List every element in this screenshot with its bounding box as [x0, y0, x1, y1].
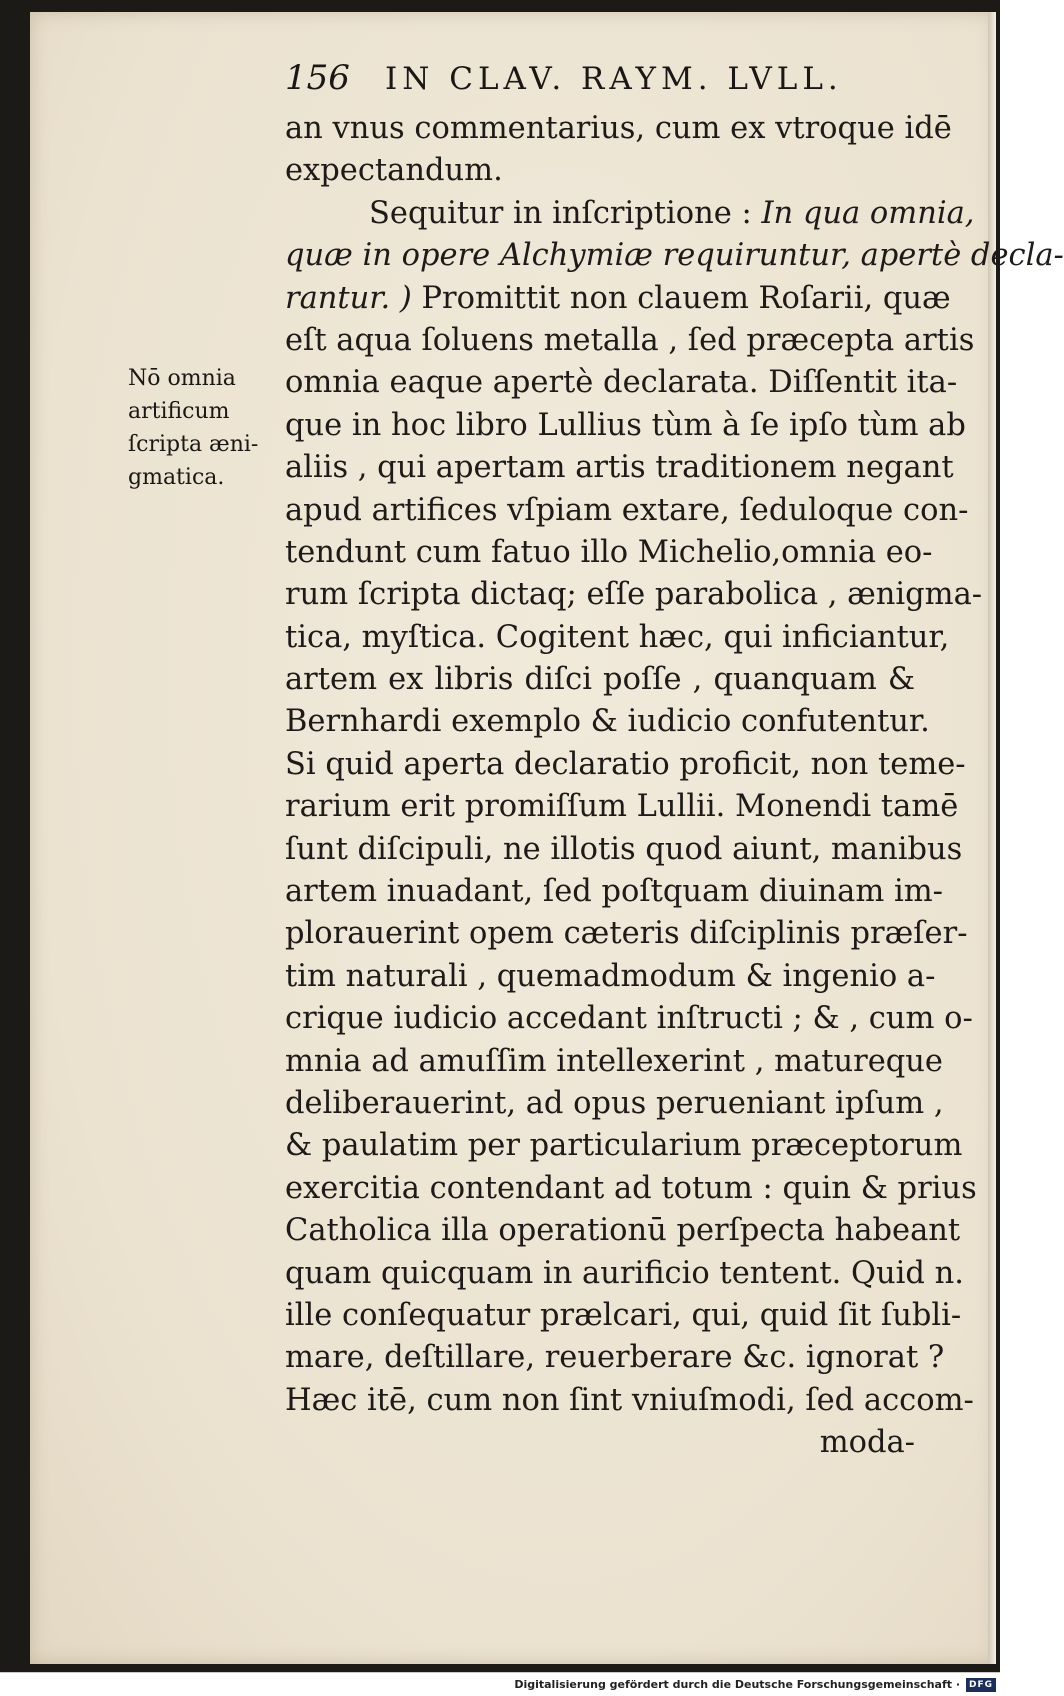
text-line	[285, 1041, 943, 1083]
text-line	[285, 744, 966, 786]
text-line	[285, 193, 975, 235]
text-segment: expectandum.	[285, 153, 503, 189]
funding-credit: Digitalisierung gefördert durch die Deutsche Forschungsgemeinschaft ·	[514, 1678, 960, 1691]
text-segment: eſt aqua ſoluens metalla , ſed præcepta artis	[285, 322, 975, 358]
text-line	[285, 617, 950, 659]
text-line	[285, 362, 958, 404]
text-segment: plorauerint opem cæteris diſciplinis præſer-	[285, 916, 968, 952]
text-line	[285, 1337, 945, 1379]
text-segment: mare, deſtillare, reuerberare &c. ignorat ?	[285, 1340, 945, 1376]
marginal-note	[128, 362, 278, 494]
body-text	[285, 108, 1064, 1465]
text-segment: artem ex libris diſci poſſe , quanquam &	[285, 662, 915, 698]
italic-text: rantur. )	[285, 280, 412, 316]
margin-note-line: Nō omnia	[128, 366, 236, 391]
text-line	[285, 532, 933, 574]
text-segment: Promittit non clauem Roſarii, quæ	[411, 280, 951, 316]
text-segment: artem inuadant, ſed poſtquam diuinam im-	[285, 874, 943, 910]
italic-text: In qua omnia,	[761, 195, 975, 231]
text-segment: deliberauerint, ad opus perueniant ipſum ,	[285, 1085, 944, 1121]
text-line	[285, 150, 915, 192]
text-line	[285, 1295, 962, 1337]
text-segment: omnia eaque apertè declarata. Diſſentit ita-	[285, 365, 958, 401]
running-title: IN CLAV. RAYM. LVLL.	[385, 61, 843, 97]
text-segment: rarium erit promiſſum Lullii. Monendi tamē	[285, 789, 959, 825]
text-segment: tica, myſtica. Cogitent hæc, qui inficiantur,	[285, 619, 950, 655]
text-segment: que in hoc libro Lullius tùm à ſe ipſo tùm ab	[285, 407, 966, 443]
margin-note-line: ſcripta æni-	[128, 432, 259, 457]
text-line	[285, 490, 969, 532]
text-segment: crique iudicio accedant inſtructi ; & , cum o-	[285, 1001, 973, 1037]
text-segment: Sequitur in inſcriptione :	[369, 195, 762, 231]
text-segment: tendunt cum fatuo illo Michelio,omnia eo-	[285, 534, 933, 570]
text-line	[285, 1083, 944, 1125]
text-segment: apud artifices vſpiam extare, ſeduloque con-	[285, 492, 969, 528]
text-line	[285, 998, 973, 1040]
text-line	[285, 829, 963, 871]
text-segment: aliis , qui apertam artis traditionem negant	[285, 450, 954, 486]
text-line	[285, 1210, 961, 1252]
text-line	[285, 659, 915, 701]
page-header	[285, 58, 905, 102]
text-line	[285, 956, 936, 998]
text-line	[285, 913, 968, 955]
text-segment: Catholica illa operationū perſpecta habeant	[285, 1213, 961, 1249]
text-segment: tim naturali , quemadmodum & ingenio a-	[285, 958, 936, 994]
text-segment: Bernhardi exemplo & iudicio confutentur.	[285, 704, 930, 740]
text-line	[285, 278, 951, 320]
italic-text: quæ in opere Alchymiæ requiruntur, apertè decla-	[285, 238, 1064, 274]
text-segment: an vnus commentarius, cum ex vtroque idē	[285, 111, 952, 146]
text-segment: & paulatim per particularium præceptorum	[285, 1128, 963, 1164]
text-segment: quam quicquam in aurificio tentent. Quid n.	[285, 1255, 964, 1291]
text-line	[285, 405, 966, 447]
catchword: moda-	[819, 1425, 915, 1461]
text-line	[285, 447, 954, 489]
text-segment: rum ſcripta dictaq; eſſe parabolica , ænigma-	[285, 577, 983, 613]
page-number: 156	[285, 58, 350, 98]
text-line	[285, 1380, 974, 1422]
text-segment: mnia ad amuſſim intellexerint , matureque	[285, 1043, 943, 1079]
text-line	[285, 320, 975, 362]
digitization-footer	[0, 1672, 1000, 1696]
text-line	[285, 235, 1064, 277]
text-segment: ſunt diſcipuli, ne illotis quod aiunt, manibus	[285, 831, 963, 867]
text-segment: Si quid aperta declaratio proficit, non teme-	[285, 746, 966, 782]
text-line	[285, 1253, 964, 1295]
text-segment: Hæc itē, cum non ſint vniuſmodi, ſed accom-	[285, 1382, 974, 1418]
dfg-logo-icon: DFG	[966, 1678, 996, 1692]
margin-note-line: artificum	[128, 399, 230, 424]
text-line	[285, 1168, 977, 1210]
text-line	[285, 574, 983, 616]
text-line	[285, 108, 952, 150]
text-segment: exercitia contendant ad totum : quin & prius	[285, 1170, 977, 1206]
text-line	[285, 871, 943, 913]
text-line	[285, 1125, 963, 1167]
text-line	[285, 786, 959, 828]
margin-note-line: gmatica.	[128, 465, 225, 490]
text-segment: ille conſequatur prælcari, qui, quid ſit ſubli-	[285, 1297, 962, 1333]
text-line	[285, 701, 930, 743]
